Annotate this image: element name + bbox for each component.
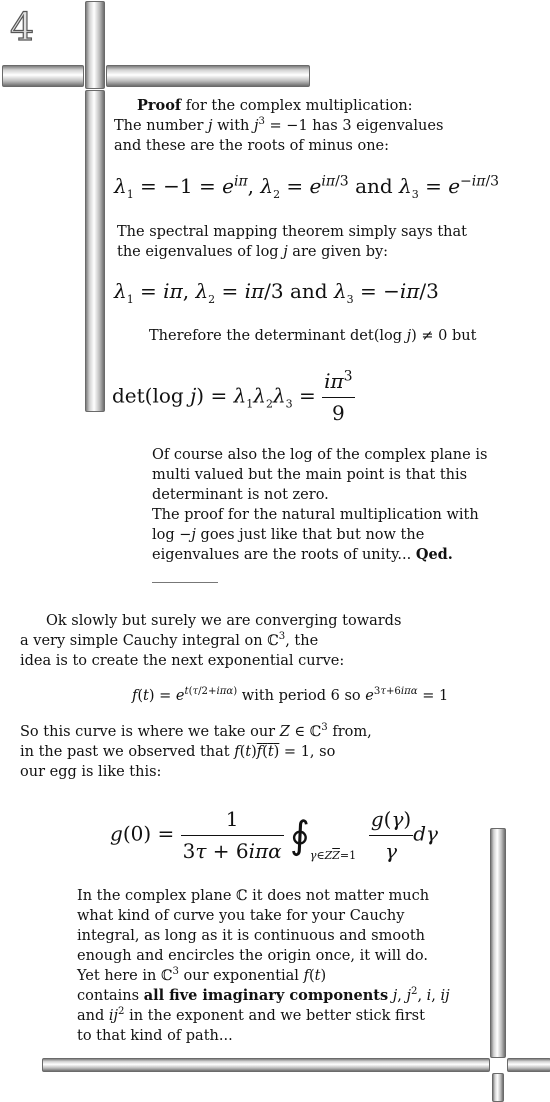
final-line-8: to that kind of path...	[77, 1028, 233, 1044]
decorative-bar-top-left	[2, 65, 84, 87]
qed-label: Qed.	[415, 546, 453, 563]
curve-line-1: So this curve is where we take our Z ∈ ℂ$^3$ from,	[20, 722, 372, 740]
proof-line-2: The number j with $j^3 = -1$ has 3 eigenvalues	[114, 116, 444, 134]
final-line-5: Yet here in ℂ$^3$ our exponential f(t)	[77, 966, 327, 984]
final-line-1: In the complex plane ℂ it does not matter much	[77, 888, 430, 904]
curve-equation: $f(t) = e^{t(\tau/2+i\pi\alpha)}$ with period 6 so $e^{3\tau+6i\pi\alpha} = 1$	[132, 686, 449, 704]
final-line-7: and $ij^2$ in the exponent and we better stick first	[77, 1006, 425, 1024]
curve-line-2: in the past we observed that f(t)f(t) = 1, so	[20, 744, 336, 760]
cauchy-line-1: Ok slowly but surely we are converging towards	[46, 613, 402, 629]
proof-heading: Proof	[137, 97, 182, 114]
decorative-bar-left-vertical	[85, 90, 105, 412]
proof-line-3: and these are the roots of minus one:	[114, 138, 389, 154]
five-components-emphasis: all five imaginary components	[143, 987, 389, 1004]
determinant-equation: det(log $j) = \lambda_1\lambda_2\lambda_3$ = $\frac{i\pi^3}{9}$	[112, 368, 353, 425]
remark-line-3: determinant is not zero.	[152, 487, 329, 503]
final-line-4: enough and encircles the origin once, it will do.	[77, 948, 428, 964]
remark-line-1: Of course also the log of the complex plane is	[152, 447, 488, 463]
remark-line-2: multi valued but the main point is that this	[152, 467, 468, 483]
decorative-bar-bottom-right-vertical	[490, 828, 506, 1058]
final-line-3: integral, as long as it is continuous and smooth	[77, 928, 425, 944]
page-number: 4	[10, 5, 35, 49]
cauchy-line-2: a very simple Cauchy integral on ℂ$^3$, the	[20, 631, 319, 649]
separator-rule	[152, 572, 218, 591]
eigenvalue-equation: $\lambda_1 = -1 = e^{i\pi}$, $\lambda_2 = e^{i\pi/3}$ and $\lambda_3 = e^{-i\pi/3}$	[114, 173, 500, 201]
decorative-bar-top-vertical	[85, 1, 105, 89]
therefore-line: Therefore the determinant det(log j) ≠ 0 but	[149, 328, 477, 344]
decorative-bar-bottom-right	[507, 1058, 550, 1072]
final-line-2: what kind of curve you take for your Cauchy	[77, 908, 405, 924]
curve-line-3: our egg is like this:	[20, 764, 162, 780]
cauchy-line-3: idea is to create the next exponential curve:	[20, 653, 345, 669]
cauchy-integral-equation: g(0) = $\frac{1}{\text{3τ + 6iπα}}$ $∮_{\gamma\in Z\overline{Z}=1}$ $\frac{g(\gamma)}{\gamma}$ dγ	[110, 807, 438, 863]
proof-line-1: Proof for the complex multiplication:	[137, 97, 413, 114]
decorative-bar-bottom-stub	[492, 1073, 504, 1102]
decorative-bar-top-right	[106, 65, 310, 87]
decorative-bar-bottom	[42, 1058, 490, 1072]
remark-line-6: eigenvalues are the roots of unity... Qed.	[152, 546, 453, 563]
spectral-line-1: The spectral mapping theorem simply says that	[117, 224, 467, 240]
final-line-6: contains all five imaginary components j, $j^2$, i, ij	[77, 986, 450, 1004]
remark-line-4: The proof for the natural multiplication with	[152, 507, 479, 523]
remark-line-5: log −j goes just like that but now the	[152, 527, 425, 543]
spectral-line-2: the eigenvalues of log j are given by:	[117, 244, 389, 260]
log-eigenvalue-equation: $\lambda_1 = i\pi$, $\lambda_2 = i\pi/3$ and $\lambda_3 = -i\pi/3$	[114, 279, 439, 306]
